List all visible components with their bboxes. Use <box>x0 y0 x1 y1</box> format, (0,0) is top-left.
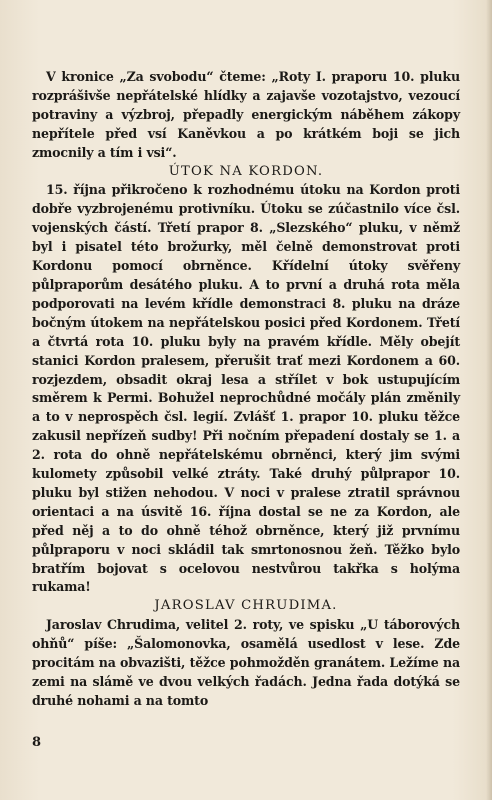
heading-utok-na-kordon: ÚTOK NA KORDON. <box>168 163 324 179</box>
paragraph-utok: 15. října přikročeno k rozhodnému útoku na Kordon proti dobře vyzbrojenému protivníku. Útoku se zúčastnilo více čsl. vojenských částí. Třetí prapor 8. „Slezského“ pluku, v němž byl i pisatel této brožurky, měl čelně demonstrovat proti Kordonu pomocí obrněnce. Křídelní útoky svěřeny půlpraporům desátého pluku. A to první a druhá rota měla podporovati na levém křídle demonstraci 8. pluku na dráze bočným útokem na nepřátelskou posici před Kordonem. Třetí a čtvrtá rota 10. pluku byly na pravém křídle. Měly obejít stanici Kordon pralesem, přerušit trať mezi Kordonem a 60. rozjezdem, obsadit okraj lesa a střílet v bok ustupujícím směrem k Permi. Bohužel neprochůdné močály plán změnily a to v neprospěch čsl. legií. Zvlášť 1. prapor 10. pluku těžce zakusil nepřízeň sudby! Při nočním přepadení dostaly se 1. a 2. rota do ohně nepřátelskému obrněnci, který jim svými kulomety způsobil velké ztráty. Také druhý půlprapor 10. pluku byl stižen nehodou. V noci v pralese ztratil správnou orientaci a na úsvitě 16. října dostal se ne za Kordon, ale před něj a to do ohně téhož obrněnce, který již prvnímu půlpraporu v noci skládil tak smrtonosnou žeň. Těžko bylo bratřím bojovat s ocelovou nestvůrou takřka s holýma rukama! <box>32 182 460 595</box>
page-number: 8 <box>32 735 42 750</box>
text-column <box>32 68 460 711</box>
heading-jaroslav-chrudima: JAROSLAV CHRUDIMA. <box>154 598 338 614</box>
paragraph-kronika: V kronice „Za svobodu“ čteme: „Roty I. praporu 10. pluku rozprášivše nepřátelské hlídky a zajavše vozotajstvo, vezoucí potraviny a výzbroj, přepadly energickým náběhem zákopy nepřítele před vsí Kaněvkou a po krátkém boji se jich zmocnily a tím i vsi“. <box>32 69 460 160</box>
paragraph-chrudima: Jaroslav Chrudima, velitel 2. roty, ve spisku „U táborových ohňů“ píše: „Šalomonovka, osamělá usedlost v lese. Zde procitám na obvazišti, těžce pohmožděn granátem. Ležíme na zemi na slámě ve dvou velkých řadách. Jedna řada dotýká se druhé nohami a na tomto <box>32 617 460 708</box>
page-fold-shadow <box>486 0 492 800</box>
